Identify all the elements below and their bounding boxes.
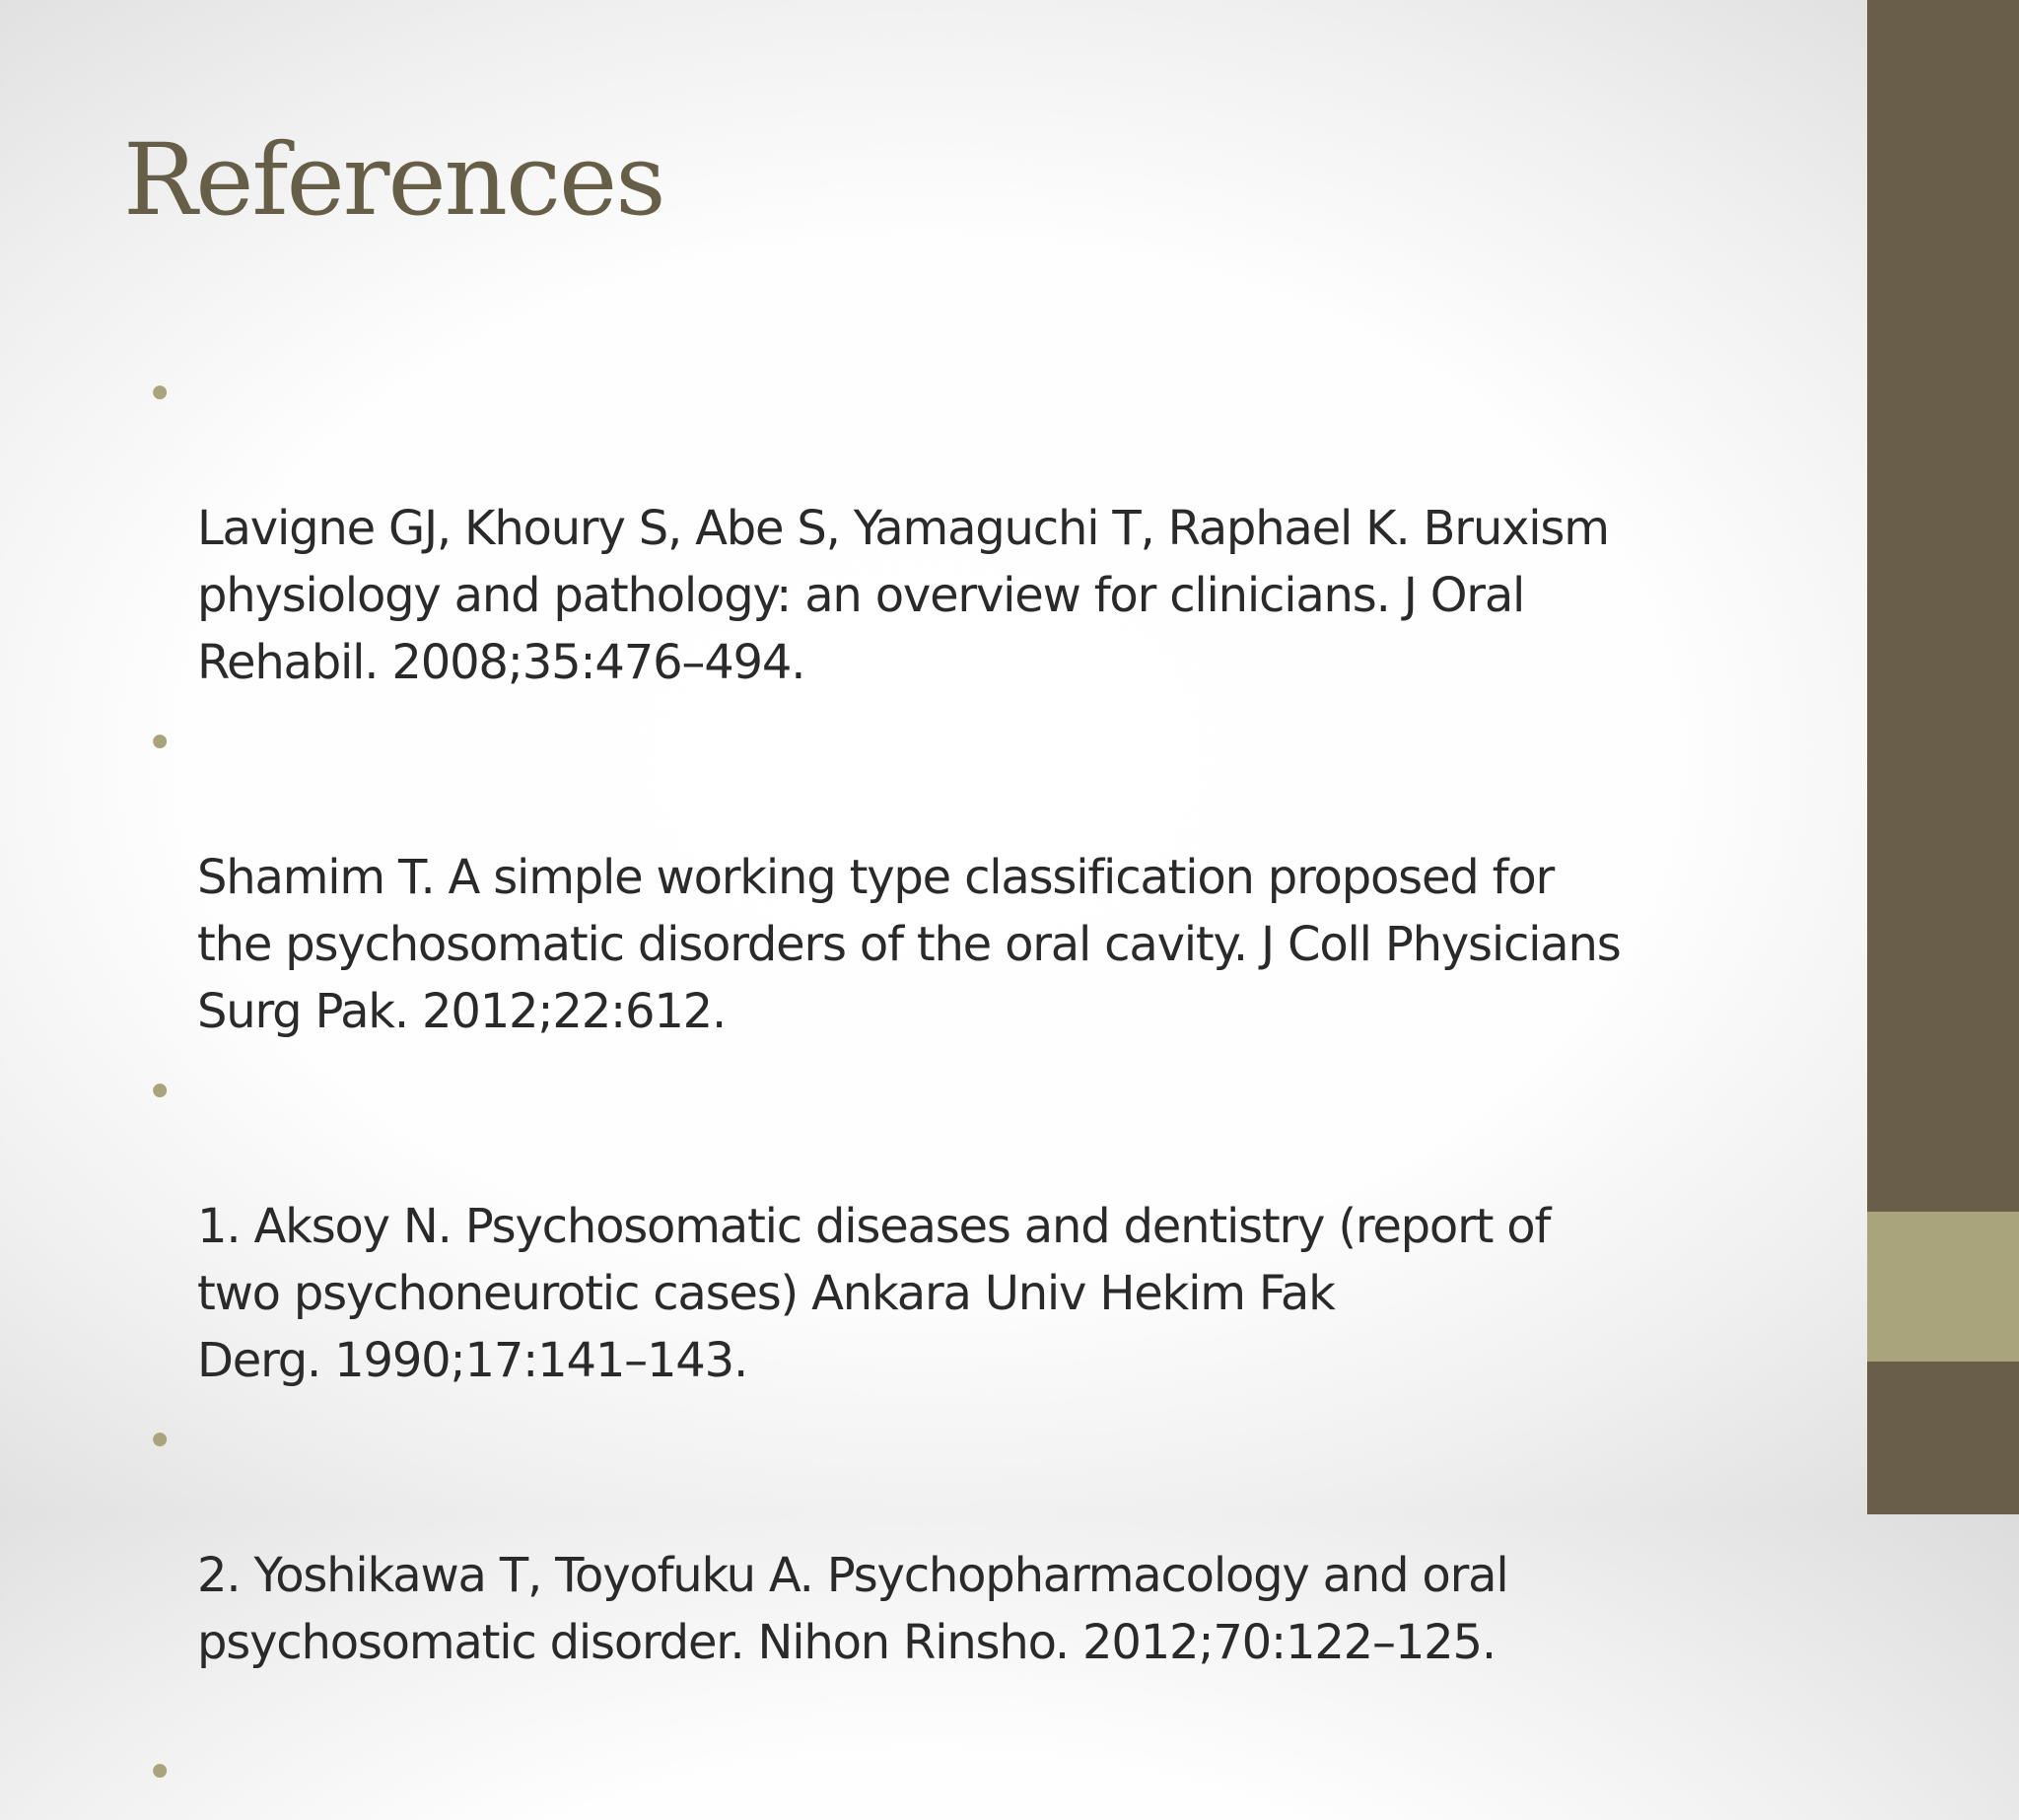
- reference-item: [138, 1408, 1775, 1676]
- reference-text: 2. Yoshikawa T, Toyofuku A. Psychopharmacology and oral psychosomatic disorder. Nihon Rinsho. 2012;70:122–125.: [197, 1548, 1508, 1670]
- bullet-icon: •: [146, 367, 174, 422]
- reference-item-empty: [138, 1739, 1775, 1806]
- slide-title: References: [123, 122, 664, 238]
- side-bar-accent: [1867, 1212, 2019, 1362]
- bullet-icon: •: [146, 1414, 174, 1469]
- reference-text: Shamim T. A simple working type classification proposed for the psychosomatic disorders of the oral cavity. J Coll Physicians Surg Pak. 2012;22:612.: [197, 850, 1621, 1039]
- reference-list: [138, 361, 1775, 1820]
- bullet-icon: •: [146, 716, 174, 771]
- bullet-icon: •: [146, 1065, 174, 1120]
- bullet-icon: •: [146, 1745, 174, 1800]
- reference-item: [138, 710, 1775, 1045]
- reference-item: [138, 1059, 1775, 1394]
- reference-item: [138, 361, 1775, 696]
- reference-text: Lavigne GJ, Khoury S, Abe S, Yamaguchi T, Raphael K. Bruxism physiology and pathology: an overview for clinicians. J Oral Rehabil. 2008;35:476–494.: [197, 501, 1609, 690]
- reference-text: 1. Aksoy N. Psychosomatic diseases and dentistry (report of two psychoneurotic cases) Ankara Univ Hekim Fak Derg. 1990;17:141–143.: [197, 1199, 1551, 1388]
